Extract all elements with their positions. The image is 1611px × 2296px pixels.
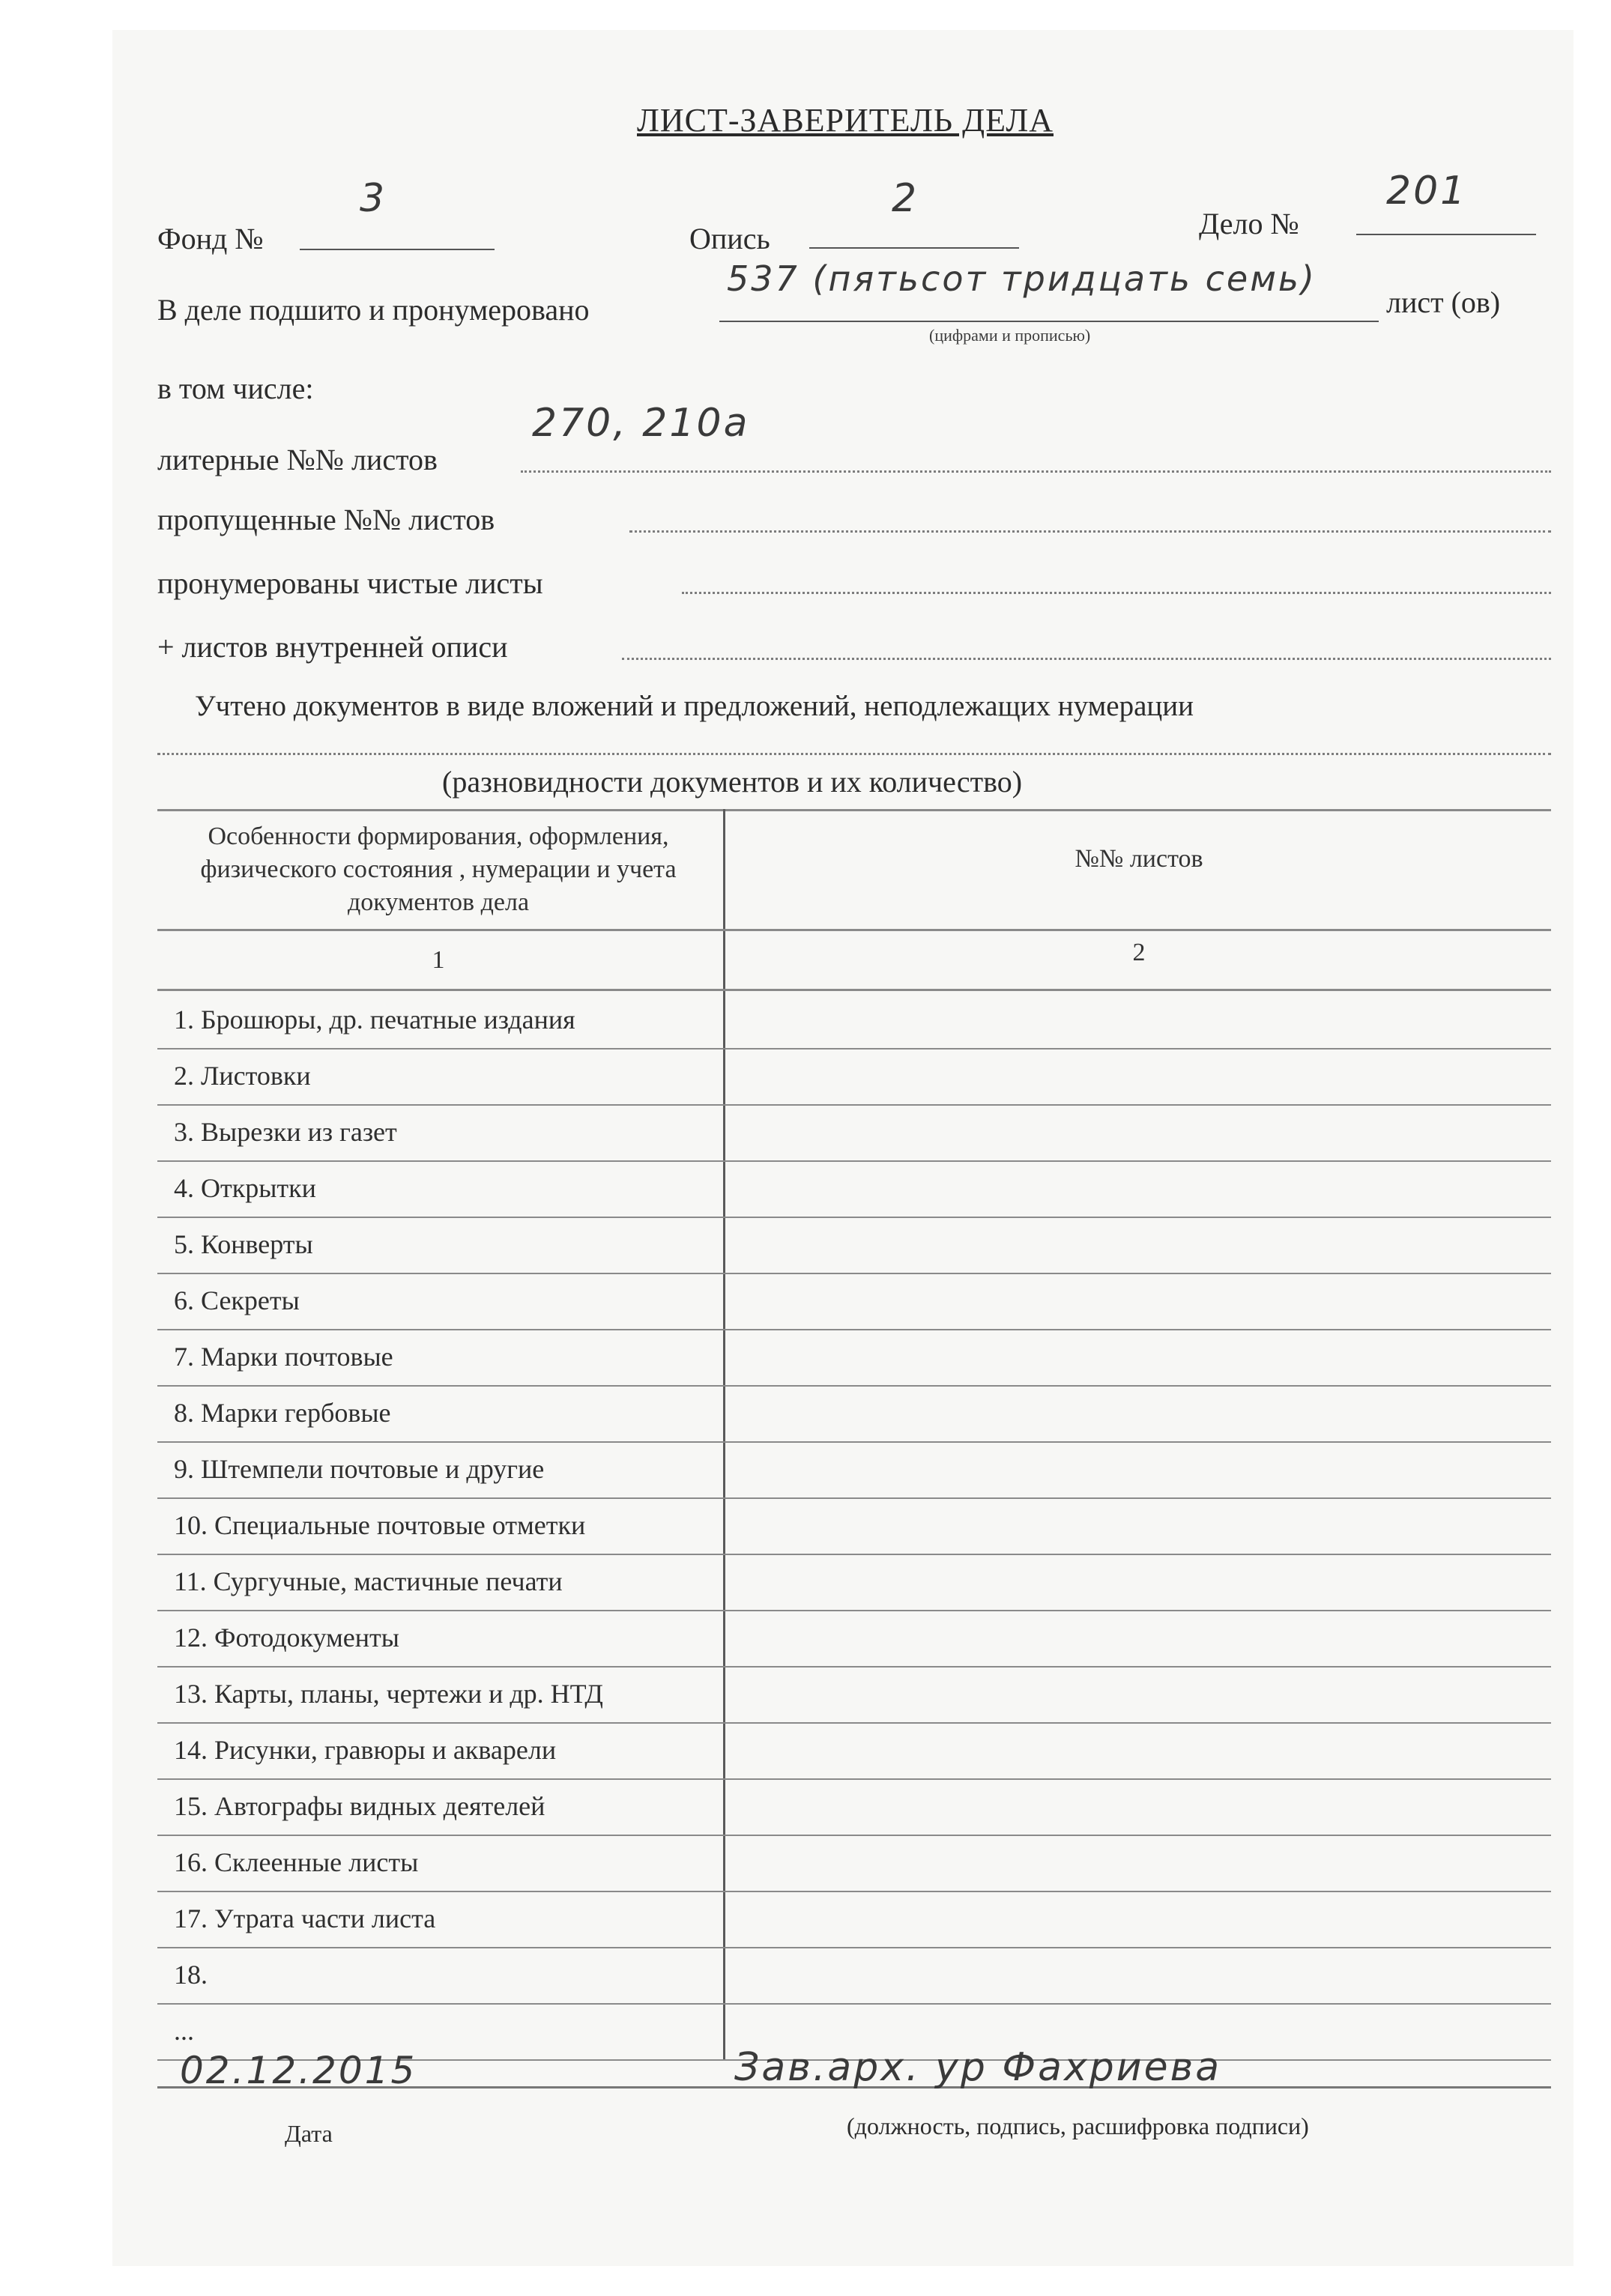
table-row-divider [157, 1666, 1551, 1668]
table-row-divider [157, 1778, 1551, 1780]
table-col-number-2: 2 [1132, 939, 1146, 966]
table-row-label: 9. Штемпели почтовые и другие [174, 1454, 545, 1484]
including-label: в том числе: [157, 372, 314, 405]
table-row-label: 5. Конверты [174, 1229, 313, 1259]
table-row-divider [157, 1947, 1551, 1948]
numbered-value: 537 (пятьсот тридцать семь) [727, 258, 1317, 299]
table-row-divider [157, 1160, 1551, 1162]
table-header-sheets: №№ листов [1074, 845, 1203, 873]
fond-label: Фонд № [157, 222, 264, 255]
table-row-label: 10. Специальные почтовые отметки [174, 1510, 586, 1540]
table-row-divider [157, 1048, 1551, 1049]
table-row-label: 3. Вырезки из газет [174, 1117, 397, 1147]
delo-value: 201 [1386, 169, 1468, 213]
numbered-hint: (цифрами и прописью) [929, 326, 1091, 345]
table-row-label: 4. Открытки [174, 1173, 316, 1203]
table-row-label: 8. Марки гербовые [174, 1398, 391, 1428]
signature-value: Зав.арх. ур Фахриева [734, 2045, 1222, 2090]
table-row-label: 7. Марки почтовые [174, 1342, 393, 1372]
table-row-label: 2. Листовки [174, 1061, 311, 1091]
numbered-suffix: лист (ов) [1386, 285, 1501, 319]
litera-label: литерные №№ листов [157, 443, 438, 476]
table-row-divider [157, 1273, 1551, 1274]
delo-label: Дело № [1199, 207, 1299, 240]
skipped-label: пропущенные №№ листов [157, 503, 495, 536]
table-row-label: 1. Брошюры, др. печатные издания [174, 1005, 575, 1035]
table-row-label: ... [174, 2016, 194, 2046]
table-row-divider [157, 1497, 1551, 1499]
table-row-divider [157, 1217, 1551, 1218]
table-row-divider [157, 1104, 1551, 1106]
internal-inventory-label: + листов внутренней описи [157, 630, 508, 664]
table-row-divider [157, 1554, 1551, 1555]
table-row-label: 6. Секреты [174, 1285, 300, 1315]
page-title: ЛИСТ-ЗАВЕРИТЕЛЬ ДЕЛА [637, 102, 1054, 139]
table-row-label: 11. Сургучные, мастичные печати [174, 1566, 563, 1596]
attachments-hint: (разновидности документов и их количество) [442, 765, 1023, 799]
table-row-label: 14. Рисунки, гравюры и акварели [174, 1735, 557, 1765]
opis-value: 2 [892, 176, 919, 221]
date-value: 02.12.2015 [180, 2049, 417, 2092]
document-page [112, 30, 1574, 2266]
table-row-divider [157, 2003, 1551, 2005]
table-row-divider [157, 1329, 1551, 1330]
table-row-label: 16. Склеенные листы [174, 1847, 419, 1877]
table-row-divider [157, 1835, 1551, 1836]
litera-value: 270, 210а [532, 401, 750, 446]
table-row-label: 17. Утрата части листа [174, 1903, 436, 1933]
opis-label: Опись [689, 222, 770, 255]
table-row-divider [157, 1722, 1551, 1724]
table-row-divider [157, 1610, 1551, 1611]
table-row-divider [157, 1891, 1551, 1892]
date-label: Дата [285, 2120, 333, 2147]
signature-label: (должность, подпись, расшифровка подписи) [847, 2112, 1309, 2139]
fond-value: 3 [360, 176, 387, 221]
table-header-features: Особенности формирования, оформления, физического состояния , нумерации и учета документов дела [200, 823, 677, 916]
table-row-label: 18. [174, 1960, 208, 1990]
table-row-divider [157, 1441, 1551, 1443]
numbered-label: В деле подшито и пронумеровано [157, 293, 590, 327]
table-col-number-1: 1 [432, 946, 445, 974]
table-row-label: 13. Карты, планы, чертежи и др. НТД [174, 1679, 603, 1709]
blank-sheets-label: пронумерованы чистые листы [157, 566, 543, 600]
table-row-label: 12. Фотодокументы [174, 1623, 399, 1653]
table-row-divider [157, 1385, 1551, 1387]
table-row-label: 15. Автографы видных деятелей [174, 1791, 545, 1821]
attachments-note: Учтено документов в виде вложений и предложений, неподлежащих нумерации [195, 690, 1194, 722]
